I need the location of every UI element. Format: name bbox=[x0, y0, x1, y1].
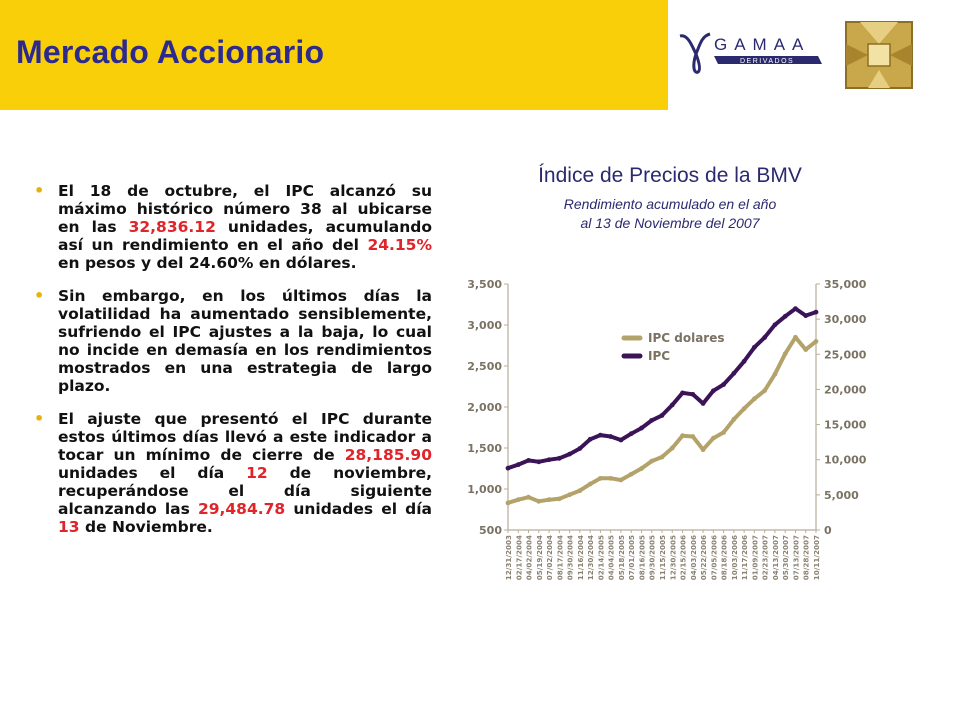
bullet-item bbox=[34, 410, 432, 536]
bullet-text: unidades el día bbox=[285, 500, 432, 518]
data-point bbox=[577, 446, 582, 451]
x-tick-label: 12/30/2004 bbox=[586, 535, 596, 581]
data-point bbox=[803, 313, 808, 318]
data-point bbox=[783, 314, 788, 319]
x-tick-label: 11/15/2005 bbox=[658, 535, 667, 581]
data-point bbox=[547, 457, 552, 462]
data-point bbox=[660, 455, 665, 460]
highlighted-value: 29,484.78 bbox=[197, 500, 286, 518]
data-point bbox=[793, 306, 798, 311]
gamaa-wordmark: GAMAA bbox=[714, 35, 811, 54]
data-point bbox=[598, 433, 603, 438]
right-tick-label: 10,000 bbox=[824, 453, 867, 467]
data-point bbox=[773, 322, 778, 327]
x-tick-label: 08/28/2007 bbox=[801, 535, 811, 581]
x-tick-label: 08/16/2005 bbox=[637, 535, 647, 581]
data-point bbox=[516, 497, 521, 502]
bullet-list bbox=[34, 182, 432, 551]
data-point bbox=[619, 478, 624, 483]
x-tick-label: 05/18/2005 bbox=[616, 535, 626, 581]
bullet-item bbox=[34, 182, 432, 272]
x-tick-label: 07/02/2004 bbox=[545, 535, 555, 581]
data-point bbox=[721, 430, 726, 435]
x-tick-label: 11/16/2004 bbox=[575, 535, 585, 581]
x-tick-label: 07/01/2005 bbox=[627, 535, 637, 581]
data-point bbox=[793, 335, 798, 340]
data-point bbox=[588, 482, 593, 487]
chart-subtitle bbox=[470, 195, 870, 233]
data-point bbox=[680, 391, 685, 396]
x-tick-label: 10/03/2006 bbox=[729, 535, 739, 581]
data-point bbox=[721, 382, 726, 387]
data-point bbox=[680, 433, 685, 438]
data-point bbox=[567, 492, 572, 497]
data-point bbox=[731, 371, 736, 376]
x-tick-label: 02/17/2004 bbox=[514, 535, 524, 581]
highlighted-value: 32,836.12 bbox=[128, 218, 216, 236]
bullet-text: en pesos y del 24.60% en dólares. bbox=[58, 254, 357, 272]
data-point bbox=[701, 447, 706, 452]
data-point bbox=[639, 466, 644, 471]
x-tick-label: 12/30/2005 bbox=[668, 535, 678, 581]
right-tick-label: 30,000 bbox=[824, 313, 867, 327]
bullet-dot-icon: • bbox=[34, 409, 45, 428]
bullet-text: El ajuste que presentó el IPC durante estos últimos días llevó a este indicador a tocar un mínimo de cierre de bbox=[58, 410, 432, 464]
data-point bbox=[536, 459, 541, 464]
left-tick-label: 2,500 bbox=[467, 360, 502, 373]
x-tick-label: 04/13/2007 bbox=[770, 535, 780, 581]
gamaa-tagline: DERIVADOS bbox=[740, 58, 795, 65]
x-tick-label: 11/17/2006 bbox=[740, 535, 750, 581]
highlighted-value: 12 bbox=[246, 464, 268, 482]
data-point bbox=[711, 436, 716, 441]
data-point bbox=[506, 501, 511, 506]
data-point bbox=[670, 402, 675, 407]
left-tick-label: 3,500 bbox=[467, 278, 502, 291]
data-point bbox=[608, 434, 613, 439]
x-tick-label: 04/04/2005 bbox=[606, 535, 616, 581]
data-point bbox=[814, 310, 819, 315]
data-point bbox=[536, 499, 541, 504]
data-point bbox=[506, 466, 511, 471]
bullet-dot-icon: • bbox=[34, 286, 45, 305]
chart-subtitle-line-2: al 13 de Noviembre del 2007 bbox=[580, 215, 760, 231]
data-point bbox=[752, 345, 757, 350]
data-point bbox=[639, 426, 644, 431]
legend-label: IPC dolares bbox=[648, 331, 725, 345]
chart-subtitle-line-1: Rendimiento acumulado en el año bbox=[563, 196, 777, 212]
x-tick-label: 09/30/2005 bbox=[647, 535, 657, 581]
x-tick-label: 04/02/2004 bbox=[524, 535, 534, 581]
x-tick-label: 08/17/2004 bbox=[555, 535, 565, 581]
data-point bbox=[783, 351, 788, 356]
data-point bbox=[619, 438, 624, 443]
x-tick-label: 02/23/2007 bbox=[760, 535, 770, 581]
x-tick-label: 07/05/2006 bbox=[709, 535, 719, 581]
data-point bbox=[629, 472, 634, 477]
highlighted-value: 24.15% bbox=[367, 236, 432, 254]
data-point bbox=[731, 417, 736, 422]
data-point bbox=[670, 446, 675, 451]
right-tick-label: 0 bbox=[824, 524, 832, 537]
data-point bbox=[557, 456, 562, 461]
data-point bbox=[762, 388, 767, 393]
x-tick-label: 05/30/2007 bbox=[781, 535, 791, 581]
legend-label: IPC bbox=[648, 349, 671, 363]
x-tick-label: 02/14/2005 bbox=[596, 535, 606, 581]
left-tick-label: 1,500 bbox=[467, 442, 502, 455]
right-tick-label: 25,000 bbox=[824, 348, 867, 362]
left-tick-label: 1,000 bbox=[467, 483, 502, 496]
data-point bbox=[526, 458, 531, 463]
highlighted-value: 13 bbox=[58, 518, 80, 536]
x-tick-label: 12/31/2003 bbox=[504, 535, 513, 581]
data-point bbox=[773, 372, 778, 377]
bullet-text: de noviembre, recuperándose el día siguiente alcanzando las bbox=[58, 464, 432, 518]
data-point bbox=[762, 335, 767, 340]
page-title: Mercado Accionario bbox=[16, 34, 325, 70]
data-point bbox=[752, 396, 757, 401]
gold-seal-logo-icon bbox=[838, 14, 920, 96]
data-point bbox=[577, 488, 582, 493]
data-point bbox=[690, 392, 695, 397]
x-tick-label: 01/09/2007 bbox=[750, 535, 760, 581]
x-tick-label: 10/11/2007 bbox=[812, 535, 821, 581]
data-point bbox=[701, 401, 706, 406]
x-tick-label: 07/13/2007 bbox=[791, 535, 801, 581]
bullet-text: unidades el día bbox=[58, 464, 247, 482]
data-point bbox=[567, 452, 572, 457]
right-tick-label: 35,000 bbox=[824, 278, 867, 291]
data-point bbox=[598, 476, 603, 481]
data-point bbox=[608, 476, 613, 481]
data-point bbox=[649, 418, 654, 423]
chart-title: Índice de Precios de la BMV bbox=[538, 164, 802, 187]
data-point bbox=[557, 496, 562, 501]
x-tick-label: 08/18/2006 bbox=[719, 535, 729, 581]
data-point bbox=[547, 497, 552, 502]
data-point bbox=[516, 462, 521, 467]
data-point bbox=[660, 413, 665, 418]
data-point bbox=[690, 434, 695, 439]
bullet-text: El 18 de octubre, el IPC alcanzó su máximo histórico número 38 al ubicarse en las bbox=[58, 182, 432, 236]
bmv-line-chart bbox=[460, 268, 867, 608]
data-point bbox=[814, 339, 819, 344]
bullet-text: unidades, acumulando así un rendimiento en el año del bbox=[58, 218, 432, 254]
right-tick-label: 20,000 bbox=[824, 383, 867, 397]
left-tick-label: 3,000 bbox=[467, 319, 502, 332]
bullet-text: de Noviembre. bbox=[79, 518, 213, 536]
x-tick-label: 09/30/2004 bbox=[565, 535, 575, 581]
bullet-item bbox=[34, 287, 432, 395]
data-point bbox=[711, 388, 716, 393]
data-point bbox=[629, 431, 634, 436]
left-tick-label: 2,000 bbox=[467, 401, 502, 414]
right-tick-label: 15,000 bbox=[824, 418, 867, 432]
data-point bbox=[526, 495, 531, 500]
left-tick-label: 500 bbox=[479, 524, 502, 537]
x-tick-label: 02/15/2006 bbox=[678, 535, 688, 581]
right-tick-label: 5,000 bbox=[824, 488, 859, 502]
x-tick-label: 05/19/2004 bbox=[534, 535, 544, 581]
data-point bbox=[649, 459, 654, 464]
data-point bbox=[742, 406, 747, 411]
data-point bbox=[742, 359, 747, 364]
x-tick-label: 05/22/2006 bbox=[699, 535, 709, 581]
bullet-text: Sin embargo, en los últimos días la volatilidad ha aumentado sensiblemente, sufriendo el IPC ajustes a la baja, lo cual no incide en demasía en los rendimientos mostrados en una estrategia de largo plazo. bbox=[58, 287, 432, 395]
bullet-dot-icon: • bbox=[34, 181, 45, 200]
data-point bbox=[803, 347, 808, 352]
gamma-logo-icon bbox=[672, 22, 832, 82]
x-tick-label: 04/03/2006 bbox=[688, 535, 698, 581]
data-point bbox=[588, 437, 593, 442]
highlighted-value: 28,185.90 bbox=[344, 446, 432, 464]
